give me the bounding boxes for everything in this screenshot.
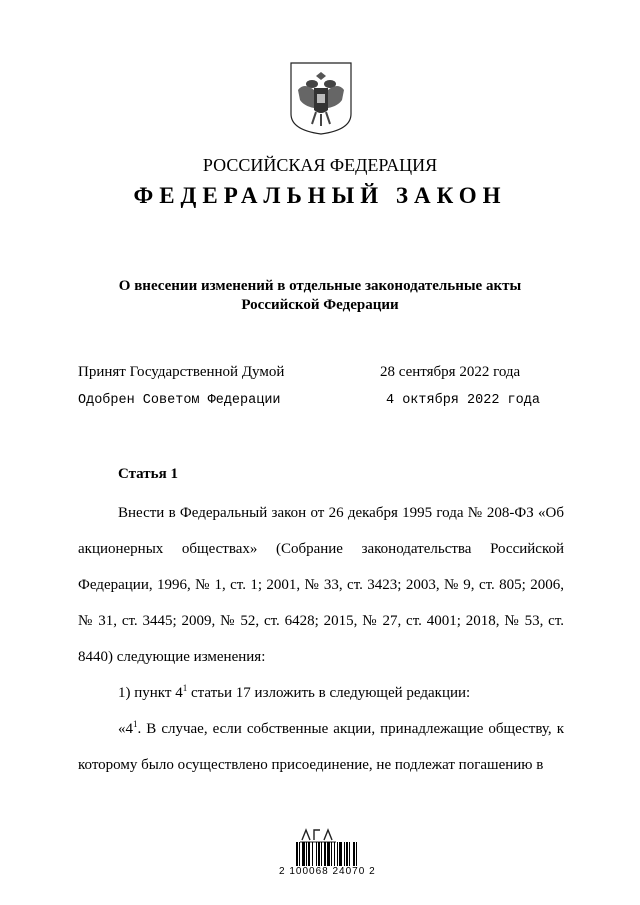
barcode-bar — [337, 842, 338, 866]
council-approval-label: Одобрен Советом Федерации — [78, 393, 281, 408]
law-title-line-2: Российской Федерации — [241, 297, 399, 313]
barcode-bar — [327, 842, 330, 866]
barcode-bar — [331, 842, 332, 866]
barcode-bar — [308, 842, 310, 866]
amendment-item-prefix: 1) пункт 4 — [118, 685, 183, 701]
duma-adoption-label: Принят Государственной Думой — [78, 364, 285, 380]
country-name: РОССИЙСКАЯ ФЕДЕРАЦИЯ — [202, 155, 438, 175]
barcode-bar — [302, 842, 305, 866]
amendment-item-superscript: 1 — [182, 683, 188, 693]
quoted-new-text — [78, 711, 564, 783]
article-paragraph: Внести в Федеральный закон от 26 декабря 1995 года № 208-ФЗ «Об акционерных обществах» (Собрание законодательства Российской Федерации, 1996, № 1, ст. 1; 2001, № 33, ст. 3423; 2003, № 9, ст. 805; 2006, № 31, ст. 3445; 2009, № 52, ст. 6428; 2015, № 27, ст. 4001; 2018, № 53, ст. 8440) следующие изменения: — [78, 505, 564, 665]
quoted-text-body: . В случае, если собственные акции, принадлежащие обществу, к которому было осуществлено присоединение, не подлежат погашению в — [78, 721, 564, 773]
law-title — [60, 277, 580, 315]
barcode-bar — [339, 842, 342, 866]
law-title-line-1: О внесении изменений в отдельные законодательные акты — [118, 278, 522, 294]
barcode-bar — [316, 842, 317, 866]
barcode-bar — [334, 842, 335, 866]
barcode-bar — [321, 842, 322, 866]
barcode-bar — [356, 842, 357, 866]
barcode-bar — [346, 842, 348, 866]
barcode — [296, 842, 554, 866]
coat-of-arms-emblem — [288, 60, 354, 136]
barcode-bar — [299, 842, 300, 866]
article-heading: Статья 1 — [118, 466, 178, 482]
council-approval-date: 4 октября 2022 года — [386, 393, 540, 408]
barcode-bar — [318, 842, 320, 866]
document-type: ФЕДЕРАЛЬНЫЙ ЗАКОН — [133, 183, 507, 208]
barcode-bar — [312, 842, 313, 866]
amendment-item-suffix: статьи 17 изложить в следующей редакции: — [187, 685, 471, 701]
amendment-item — [78, 675, 564, 711]
barcode-bar — [324, 842, 326, 866]
barcode-bar — [306, 842, 307, 866]
quoted-text-prefix: «4 — [118, 721, 133, 737]
barcode-bar — [349, 842, 350, 866]
barcode-bar — [353, 842, 355, 866]
barcode-bar — [344, 842, 345, 866]
barcode-number: 2 100068 24070 2 — [279, 866, 376, 877]
duma-adoption-date: 28 сентября 2022 года — [380, 364, 521, 380]
quoted-text-superscript: 1 — [133, 719, 138, 729]
barcode-bar — [296, 842, 298, 866]
